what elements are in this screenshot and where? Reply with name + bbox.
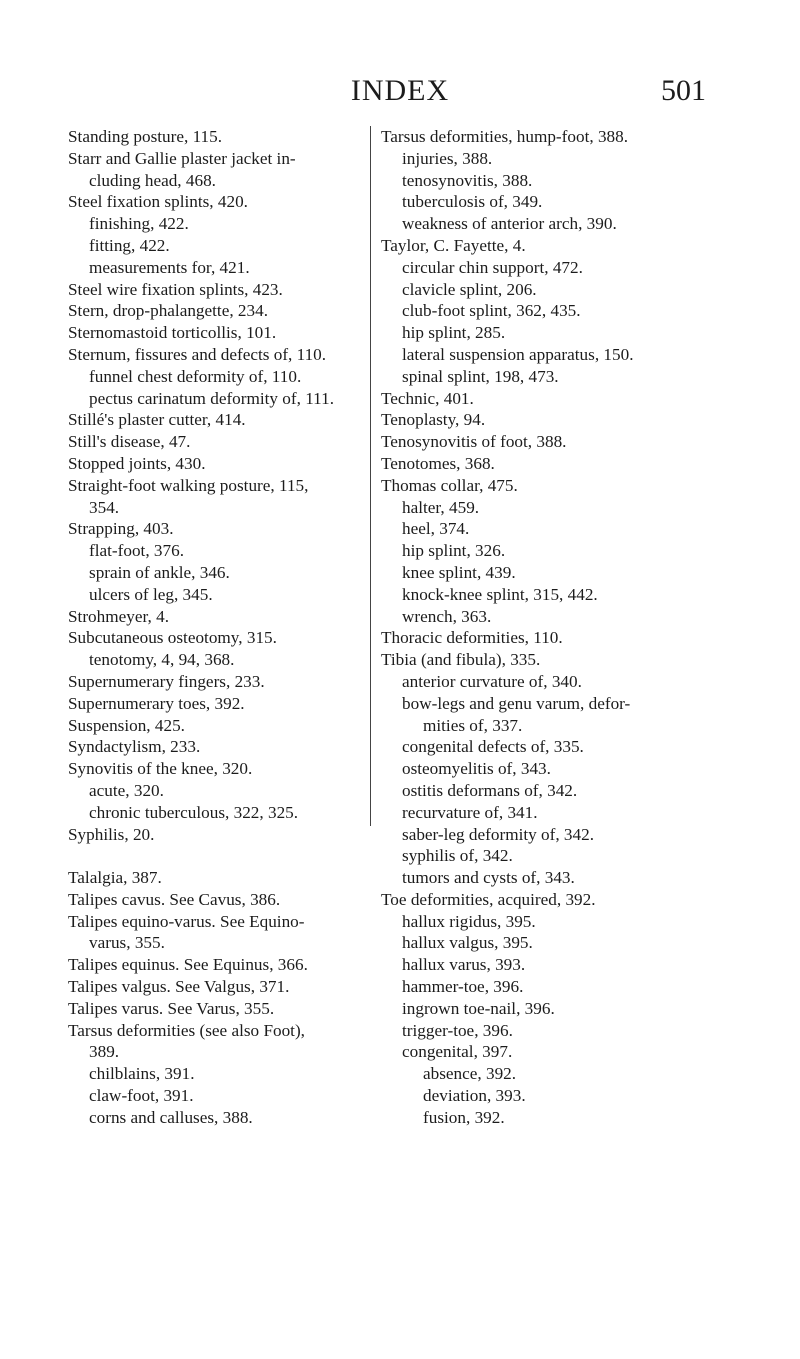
index-subentry: congenital defects of, 335. [402,737,584,757]
index-entry: Tarsus deformities, hump-foot, 388. [381,127,629,146]
index-subentry: syphilis of, 342. [402,846,513,866]
index-entry: Syndactylism, 233. [68,737,201,757]
index-subentry: chilblains, 391. [89,1064,195,1084]
index-subentry: ingrown toe-nail, 396. [402,998,555,1018]
index-entry: Standing posture, 115. [68,127,223,146]
index-entry: Tenoplasty, 94. [381,410,486,430]
index-entry: Synovitis of the knee, 320. [68,759,253,779]
index-column-left [68,126,368,1129]
index-entry: Still's disease, 47. [68,432,191,452]
index-subentry: funnel chest deformity of, 110. [89,366,302,386]
index-subentry: halter, 459. [402,497,480,517]
index-subentry: claw-foot, 391. [89,1086,194,1106]
index-entry: Suspension, 425. [68,715,185,735]
index-entry: Technic, 401. [381,388,474,408]
index-entry: Stillé's plaster cutter, 414. [68,410,246,430]
index-subentry: bow-legs and genu varum, defor- [402,693,631,713]
index-subentry: deviation, 393. [423,1086,526,1106]
index-entry: Straight-foot walking posture, 115, [68,475,309,495]
index-subentry: tenosynovitis, 388. [402,170,533,190]
column-divider [370,126,371,826]
index-subentry: hammer-toe, 396. [402,977,524,997]
index-subentry: clavicle splint, 206. [402,279,537,299]
index-column-right [381,126,721,1129]
index-entry: Steel wire fixation splints, 423. [68,279,283,299]
index-subentry: 389. [89,1042,120,1062]
index-entry: Sternum, fissures and defects of, 110. [68,344,327,364]
index-subentry: fusion, 392. [423,1107,505,1127]
index-subentry: chronic tuberculous, 322, 325. [89,802,299,822]
index-subentry: lateral suspension apparatus, 150. [402,344,634,364]
index-subentry: congenital, 397. [402,1042,513,1062]
index-subentry: measurements for, 421. [89,257,250,277]
index-subentry: circular chin support, 472. [402,257,583,277]
index-entry: Strohmeyer, 4. [68,606,169,626]
index-entry: Steel fixation splints, 420. [68,192,248,212]
index-subentry: knock-knee splint, 315, 442. [402,584,598,604]
index-subentry: acute, 320. [89,780,164,800]
index-entry: Thomas collar, 475. [381,475,518,495]
index-entry: Subcutaneous osteotomy, 315. [68,628,277,648]
index-subentry: absence, 392. [423,1064,517,1084]
index-subentry: finishing, 422. [89,214,189,234]
index-subentry: heel, 374. [402,519,470,539]
index-entry: Strapping, 403. [68,519,174,539]
section-gap [68,845,368,867]
index-subentry: hip splint, 326. [402,541,506,561]
index-entry: Tenosynovitis of foot, 388. [381,432,567,452]
index-subentry: 354. [89,497,120,517]
index-entry: Tarsus deformities (see also Foot), [68,1020,305,1040]
index-subentry: hallux varus, 393. [402,955,526,975]
index-subentry: trigger-toe, 396. [402,1020,513,1040]
index-subentry: sprain of ankle, 346. [89,562,230,582]
index-subentry: injuries, 388. [402,148,493,168]
index-entry: Talalgia, 387. [68,868,162,888]
index-subentry: ostitis deformans of, 342. [402,780,578,800]
index-subentry: tenotomy, 4, 94, 368. [89,650,235,670]
index-subentry: tuberculosis of, 349. [402,192,543,212]
index-entry: Tenotomes, 368. [381,453,495,473]
index-entry: Talipes equinus. See Equinus, 366. [68,955,308,975]
index-subentry: corns and calluses, 388. [89,1107,253,1127]
index-entry: Tibia (and fibula), 335. [381,650,541,670]
index-subentry: mities of, 337. [423,715,523,735]
index-entry: Talipes cavus. See Cavus, 386. [68,889,281,909]
index-entry: Supernumerary fingers, 233. [68,671,265,691]
index-subentry: fitting, 422. [89,235,170,255]
index-subentry: varus, 355. [89,933,165,953]
index-subentry: weakness of anterior arch, 390. [402,214,617,234]
index-subentry: ulcers of leg, 345. [89,584,213,604]
index-entry: Thoracic deformities, 110. [381,628,563,648]
index-subentry: club-foot splint, 362, 435. [402,301,581,321]
index-subentry: recurvature of, 341. [402,802,538,822]
index-entry: Toe deformities, acquired, 392. [381,889,596,909]
index-entry: Talipes varus. See Varus, 355. [68,998,275,1018]
index-subentry: anterior curvature of, 340. [402,671,582,691]
index-subentry: osteomyelitis of, 343. [402,759,551,779]
index-entry: Talipes equino-varus. See Equino- [68,911,305,931]
index-subentry: knee splint, 439. [402,562,516,582]
index-subentry: spinal splint, 198, 473. [402,366,559,386]
index-subentry: saber-leg deformity of, 342. [402,824,594,844]
page-number: 501 [661,74,706,107]
index-entry: Stern, drop-phalangette, 234. [68,301,268,321]
page-title: INDEX [350,74,450,107]
index-entry: Starr and Gallie plaster jacket in- [68,148,296,168]
index-subentry: cluding head, 468. [89,170,216,190]
index-entry: Syphilis, 20. [68,824,155,844]
index-subentry: wrench, 363. [402,606,492,626]
index-subentry: pectus carinatum deformity of, 111. [89,388,335,408]
index-subentry: hallux valgus, 395. [402,933,533,953]
index-entry: Taylor, C. Fayette, 4. [381,235,526,255]
index-subentry: tumors and cysts of, 343. [402,868,575,888]
index-subentry: hallux rigidus, 395. [402,911,536,931]
index-entry: Talipes valgus. See Valgus, 371. [68,977,290,997]
index-entry: Supernumerary toes, 392. [68,693,245,713]
index-entry: Stopped joints, 430. [68,453,206,473]
page-header [0,74,800,114]
index-entry: Sternomastoid torticollis, 101. [68,323,277,343]
index-subentry: flat-foot, 376. [89,541,184,561]
index-subentry: hip splint, 285. [402,323,506,343]
